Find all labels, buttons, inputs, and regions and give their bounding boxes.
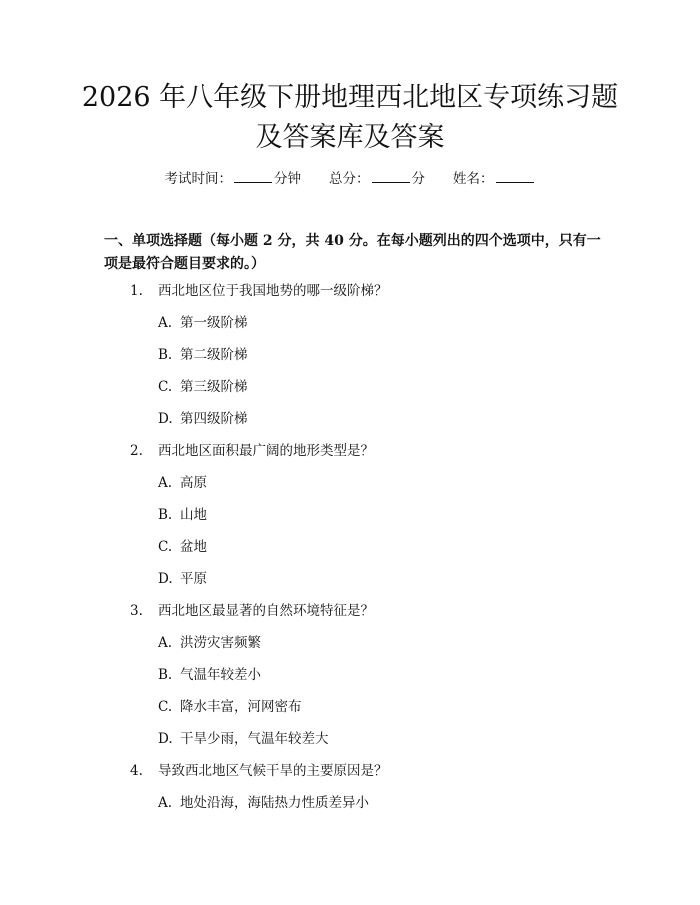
question-list (0, 281, 700, 825)
option-text: 高原 (180, 475, 207, 491)
option-text: 第三级阶梯 (180, 379, 248, 395)
option-key: C. (158, 379, 173, 395)
option (0, 569, 700, 601)
option (0, 537, 700, 569)
option-key: D. (158, 411, 173, 427)
option-key: D. (158, 731, 173, 747)
question-stem (0, 761, 700, 793)
student-name-label: 姓名： (453, 171, 494, 187)
exam-time-unit: 分钟 (274, 171, 301, 187)
total-score-label: 总分： (329, 171, 370, 187)
option-key: A. (158, 635, 173, 651)
option-text: 气温年较差小 (180, 667, 261, 683)
option (0, 665, 700, 697)
option-key: C. (158, 699, 173, 715)
student-name-blank (496, 168, 534, 183)
option-key: A. (158, 795, 173, 811)
question-4 (0, 761, 700, 825)
option (0, 729, 700, 761)
title-line-2: 及答案库及答案 (255, 122, 445, 153)
total-score-blank (372, 168, 410, 183)
option-text: 第二级阶梯 (180, 347, 248, 363)
option-text: 第四级阶梯 (180, 411, 248, 427)
question-3 (0, 601, 700, 761)
option (0, 313, 700, 345)
total-score (329, 171, 425, 187)
option-key: A. (158, 475, 173, 491)
option-key: B. (158, 507, 173, 523)
option (0, 377, 700, 409)
option-text: 山地 (180, 507, 207, 523)
option (0, 697, 700, 729)
option-key: D. (158, 571, 173, 587)
option-text: 第一级阶梯 (180, 315, 248, 331)
question-1 (0, 281, 700, 441)
option-text: 平原 (180, 571, 207, 587)
title-line-1: 2026 年八年级下册地理西北地区专项练习题 (81, 82, 619, 113)
question-2 (0, 441, 700, 601)
option (0, 633, 700, 665)
option (0, 793, 700, 825)
question-number: 1. (130, 283, 143, 299)
question-text: 西北地区最显著的自然环境特征是？ (158, 603, 374, 619)
question-number: 4. (130, 763, 143, 779)
exam-time (165, 171, 302, 187)
exam-time-label: 考试时间： (164, 171, 232, 187)
option-key: C. (158, 539, 173, 555)
question-stem (0, 441, 700, 473)
question-stem (0, 281, 700, 313)
option-text: 地处沿海，海陆热力性质差异小 (180, 795, 369, 811)
option-text: 干旱少雨，气温年较差大 (180, 731, 329, 747)
option (0, 409, 700, 441)
section-heading: 一、单项选择题（每小题 2 分，共 40 分。在每小题列出的四个选项中，只有一项是最符合题目要求的。） (104, 233, 601, 272)
question-stem (0, 601, 700, 633)
option-key: B. (158, 347, 173, 363)
option-text: 盆地 (180, 539, 207, 555)
exam-info (0, 168, 700, 189)
option-text: 降水丰富，河网密布 (180, 699, 302, 715)
student-name (453, 171, 536, 187)
option-key: A. (158, 315, 173, 331)
option (0, 345, 700, 377)
question-text: 西北地区面积最广阔的地形类型是？ (158, 443, 374, 459)
option-key: B. (158, 667, 173, 683)
document-title (0, 78, 700, 158)
question-number: 3. (130, 603, 143, 619)
total-score-unit: 分 (411, 171, 425, 187)
exam-time-blank (234, 168, 272, 183)
option (0, 473, 700, 505)
option-text: 洪涝灾害频繁 (180, 635, 261, 651)
option (0, 505, 700, 537)
question-number: 2. (130, 443, 143, 459)
question-text: 西北地区位于我国地势的哪一级阶梯？ (158, 283, 388, 299)
question-text: 导致西北地区气候干旱的主要原因是？ (158, 763, 388, 779)
